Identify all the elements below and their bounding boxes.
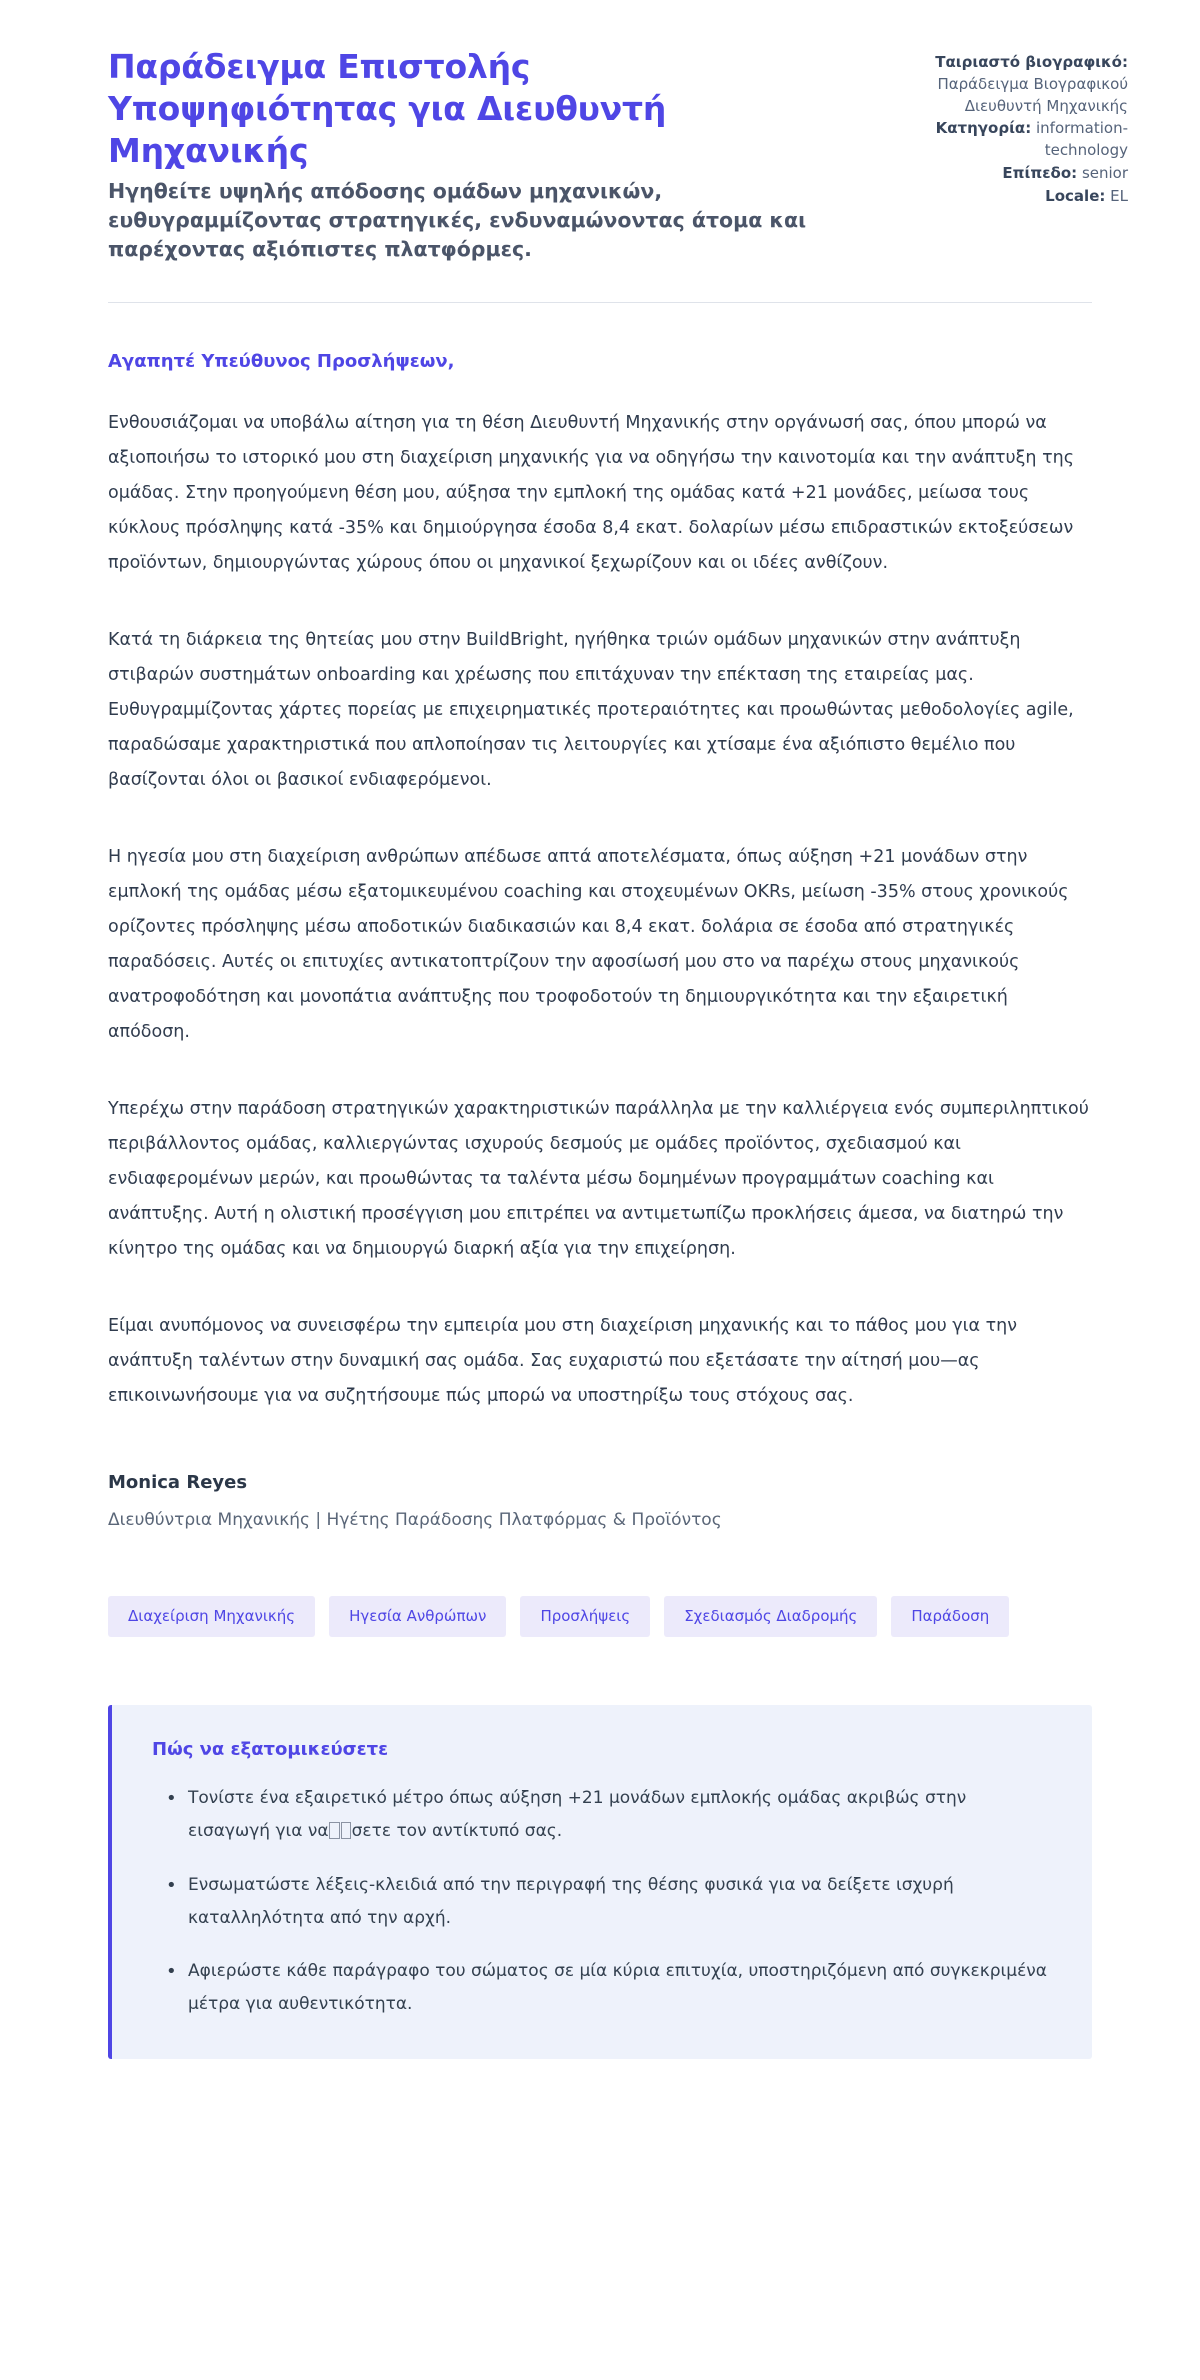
callout-list-item [174, 1782, 1052, 1848]
callout-item-text-before: Ενσωματώστε λέξεις-κλειδιά από την περιγραφή της θέσης φυσικά για να δείξετε ισχυρή καταλληλότητα από την αρχή. [188, 1874, 954, 1928]
callout-list [152, 1782, 1052, 2021]
tag-chip[interactable]: Σχεδιασμός Διαδρομής [664, 1596, 877, 1637]
callout-title: Πώς να εξατομικεύσετε [152, 1739, 389, 1761]
signature-role: Διευθύντρια Μηχανικής | Ηγέτης Παράδοσης Πλατφόρμας & Προϊόντος [108, 1510, 722, 1531]
meta-value-matching-resume: Παράδειγμα Βιογραφικού Διευθυντή Μηχανικής [937, 74, 1128, 115]
personalize-callout [108, 1705, 1092, 2059]
bottom-spacer [0, 2059, 1200, 2149]
signature-name: Monica Reyes [108, 1472, 248, 1494]
page-header [0, 0, 1200, 264]
meta-row-locale [878, 186, 1128, 208]
header-left [108, 46, 808, 264]
tag-chip[interactable]: Παράδοση [891, 1596, 1009, 1637]
letter-paragraph: Η ηγεσία μου στη διαχείριση ανθρώπων απέδωσε απτά αποτελέσματα, όπως αύξηση +21 μονάδων στην εμπλοκή της ομάδας μέσω εξατομικευμένου coaching και στοχευμένων OKRs, μείωση -35% στους χρονικούς ορίζοντες πρόσληψης μέσω αποδοτικών διαδικασιών και 8,4 εκατ. δολάρια σε έσοδα από στρατηγικές παραδόσεις. Αυτές οι επιτυχίες αντικατοπτρίζουν την αφοσίωσή μου στο να παρέχω στους μηχανικούς ανατροφοδότηση και μονοπάτια ανάπτυξης που τροφοδοτούν τη δημιουργικότητα και την εξαιρετική απόδοση. [108, 847, 1069, 1043]
page-subtitle: Ηγηθείτε υψηλής απόδοσης ομάδων μηχανικών, ευθυγραμμίζοντας στρατηγικές, ενδυναμώνοντας άτομα και παρέχοντας αξιόπιστες πλατφόρμες. [108, 178, 807, 261]
meta-label-level: Επίπεδο: [1002, 163, 1078, 182]
meta-row-category [878, 118, 1128, 162]
meta-value-category: information-technology [1036, 119, 1128, 159]
callout-list-item [174, 1955, 1052, 2021]
letter-paragraph: Ενθουσιάζομαι να υποβάλω αίτηση για τη θέση Διευθυντή Μηχανικής στην οργάνωσή σας, όπου μπορώ να αξιοποιήσω το ιστορικό μου στη διαχείριση μηχανικής για να οδηγήσω την καινοτομία και την ανάπτυξη της ομάδας. Στην προηγούμενη θέση μου, αύξησα την εμπλοκή της ομάδας κατά +21 μονάδες, μείωσα τους κύκλους πρόσληψης κατά -35% και δημιούργησα έσοδα 8,4 εκατ. δολαρίων μέσω επιδραστικών εκτοξεύσεων προϊόντων, δημιουργώντας χώρους όπου οι μηχανικοί ξεχωρίζουν και οι ιδέες ανθίζουν. [108, 413, 1074, 574]
page-title: Παράδειγμα Επιστολής Υποψηφιότητας για Διευθυντή Μηχανικής [108, 47, 667, 171]
letter-salutation: Αγαπητέ Υπεύθυνος Προσλήψεων, [108, 351, 455, 373]
header-metadata [878, 46, 1128, 208]
callout-list-item [174, 1869, 1052, 1935]
letter-paragraph: Κατά τη διάρκεια της θητείας μου στην BuildBright, ηγήθηκα τριών ομάδων μηχανικών στην ανάπτυξη στιβαρών συστημάτων onboarding και χρέωσης που επιτάχυναν την επέκταση της εταιρείας μας. Ευθυγραμμίζοντας χάρτες πορείας με επιχειρηματικές προτεραιότητες και προωθώντας μεθοδολογίες agile, παραδώσαμε χαρακτηριστικά που απλοποίησαν τις λειτουργίες και χτίσαμε ένα αξιόπιστο θεμέλιο που βασίζονται όλοι οι βασικοί ενδιαφερόμενοι. [108, 630, 1074, 791]
tag-chip[interactable]: Ηγεσία Ανθρώπων [329, 1596, 506, 1637]
letter-body [0, 303, 1200, 1414]
meta-label-category: Κατηγορία: [935, 119, 1032, 138]
tag-chip[interactable]: Προσλήψεις [520, 1596, 650, 1637]
tag-chip[interactable]: Διαχείριση Μηχανικής [108, 1596, 315, 1637]
meta-label-matching-resume: Ταιριαστό βιογραφικό: [935, 53, 1128, 71]
tag-list [0, 1534, 1200, 1637]
meta-value-level: senior [1081, 163, 1128, 182]
letter-paragraph: Υπερέχω στην παράδοση στρατηγικών χαρακτηριστικών παράλληλα με την καλλιέργεια ενός συμπεριληπτικού περιβάλλοντος ομάδας, καλλιεργώντας ισχυρούς δεσμούς με ομάδες προϊόντος, σχεδιασμού και ενδιαφερομένων μερών, και προωθώντας τα ταλέντα μέσω δομημένων προγραμμάτων coaching και ανάπτυξης. Αυτή η ολιστική προσέγγιση μου επιτρέπει να αντιμετωπίζω προκλήσεις άμεσα, να διατηρώ την κίνητρο της ομάδας και να δημιουργώ διαρκή αξία για την επιχείρηση. [108, 1099, 1089, 1260]
meta-row-level [878, 163, 1128, 185]
callout-item-text-before: Αφιερώστε κάθε παράγραφο του σώματος σε μία κύρια επιτυχία, υποστηριζόμενη από συγκεκριμένα μέτρα για αυθεντικότητα. [188, 1960, 1047, 2014]
meta-row-matching-resume [878, 52, 1128, 117]
meta-label-locale: Locale: [1045, 186, 1106, 205]
letter-paragraph: Είμαι ανυπόμονος να συνεισφέρω την εμπειρία μου στη διαχείριση μηχανικής και το πάθος μου για την ανάπτυξη ταλέντων στην δυναμική σας ομάδα. Σας ευχαριστώ που εξετάσατε την αίτησή μου—ας επικοινωνήσουμε για να συζητήσουμε πώς μπορώ να υποστηρίξω τους στόχους σας. [108, 1316, 1018, 1407]
meta-value-locale: EL [1110, 186, 1128, 205]
missing-glyph-icon [329, 1822, 340, 1839]
callout-item-text-after: σετε τον αντίκτυπό σας. [351, 1821, 563, 1842]
letter-signature [0, 1456, 1200, 1534]
callout-item-text-before: Τονίστε ένα εξαιρετικό μέτρο όπως αύξηση +21 μονάδων εμπλοκής ομάδας ακριβώς στην εισαγωγή για να [188, 1788, 967, 1842]
missing-glyph-icon [341, 1822, 352, 1839]
